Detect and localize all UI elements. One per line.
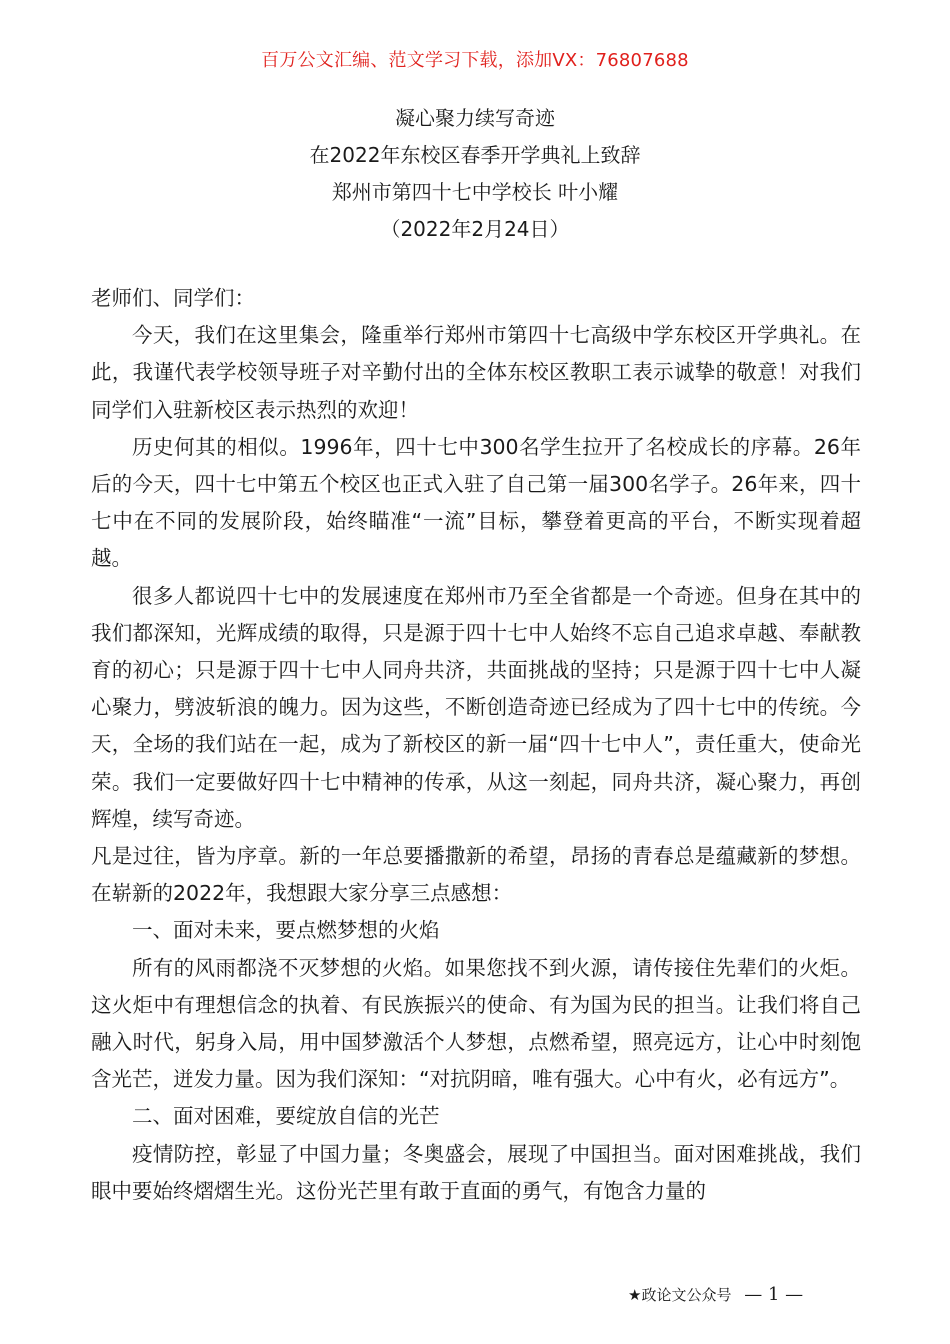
paragraph: 很多人都说四十七中的发展速度在郑州市乃至全省都是一个奇迹。但身在其中的我们都深知，光辉成绩的取得，只是源于四十七中人始终不忘自己追求卓越、奉献教育的初心；只是源于四十七中人同舟共济，共面挑战的坚持；只是源于四十七中人凝心聚力，劈波斩浪的魄力。因为这些，不断创造奇迹已经成为了四十七中的传统。今天，全场的我们站在一起，成为了新校区的新一届“四十七中人”，责任重大，使命光荣。我们一定要做好四十七中精神的传承，从这一刻起，同舟共济，凝心聚力，再创辉煌，续写奇迹。: [91, 583, 861, 831]
paragraph: 凡是过往，皆为序章。新的一年总要播撒新的希望，昂扬的青春总是蕴藏新的梦想。在崭新的2022年，我想跟大家分享三点感想：: [91, 844, 861, 906]
paragraph: 所有的风雨都浇不灭梦想的火焰。如果您找不到火源，请传接住先辈们的火炬。这火炬中有理想信念的执着、有民族振兴的使命、有为国为民的担当。让我们将自己融入时代，躬身入局，用中国梦激活个人梦想，点燃希望，照亮远方，让心中时刻饱含光芒，迸发力量。因为我们深知：“对抗阴暗，唯有强大。心中有火，必有远方”。: [91, 955, 861, 1092]
speech-subtitle: 在2022年东校区春季开学典礼上致辞: [309, 143, 641, 167]
footer-source: ★政论文公众号: [628, 1286, 732, 1304]
speaker-line: 郑州市第四十七中学校长 叶小耀: [331, 180, 619, 204]
download-banner: 百万公文汇编、范文学习下载，添加VX：76807688: [261, 50, 689, 71]
speech-body: [91, 280, 861, 1210]
speech-title: 凝心聚力续写奇迹: [395, 106, 555, 130]
section-heading: 二、面对困难，要绽放自信的光芒: [132, 1104, 440, 1129]
paragraph: 今天，我们在这里集会，隆重举行郑州市第四十七高级中学东校区开学典礼。在此，我谨代表学校领导班子对辛勤付出的全体东校区教职工表示诚挚的敬意！对我们同学们入驻新校区表示热烈的欢迎！: [91, 323, 861, 422]
section-heading: 一、面对未来，要点燃梦想的火焰: [132, 918, 440, 943]
page-footer: [628, 1284, 803, 1305]
paragraph: 历史何其的相似。1996年，四十七中300名学生拉开了名校成长的序幕。26年后的今天，四十七中第五个校区也正式入驻了自己第一届300名学子。26年来，四十七中在不同的发展阶段，始终瞄准“一流”目标，攀登着更高的平台，不断实现着超越。: [91, 434, 861, 571]
page-number: — 1 —: [744, 1284, 804, 1305]
speech-date: （2022年2月24日）: [380, 217, 570, 241]
paragraph: 疫情防控，彰显了中国力量；冬奥盛会，展现了中国担当。面对困难挑战，我们眼中要始终熠熠生光。这份光芒里有敢于直面的勇气，有饱含力量的: [91, 1141, 861, 1203]
speech-title-block: [0, 100, 950, 248]
salutation: 老师们、同学们：: [91, 286, 255, 310]
